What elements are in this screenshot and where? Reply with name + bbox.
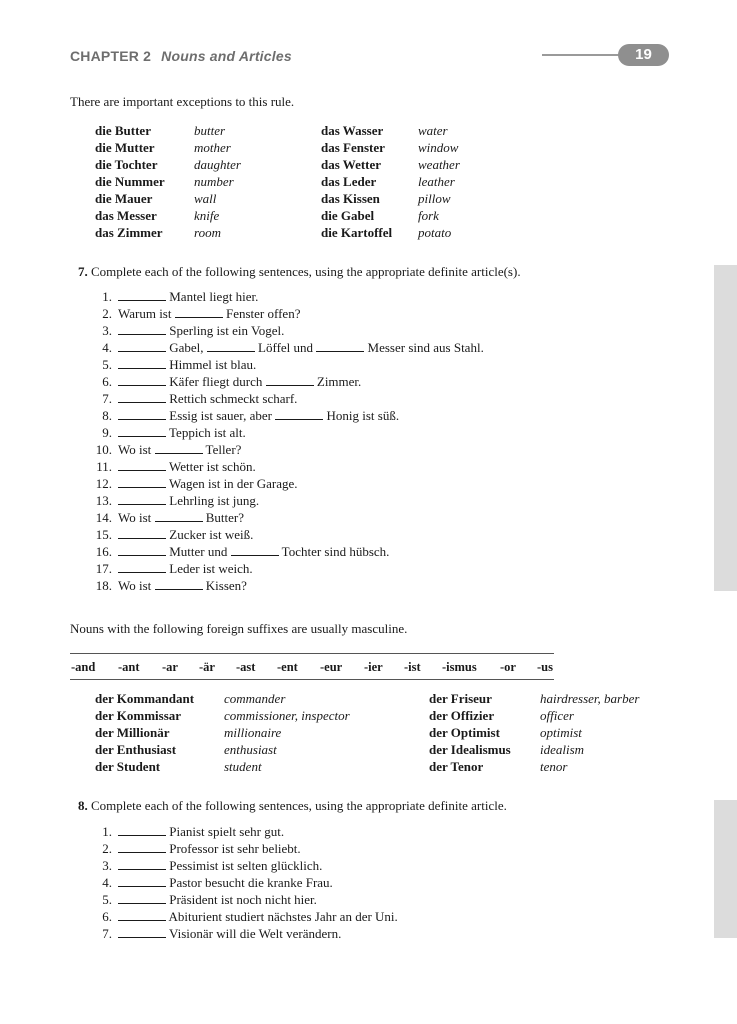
noun-english: leather [418, 174, 455, 189]
sentence-text: Professor ist sehr beliebt. [169, 841, 301, 856]
item-sentence [118, 390, 297, 407]
sentence-text: Messer sind aus Stahl. [367, 340, 484, 355]
item-sentence [118, 891, 317, 908]
noun-english: commander [224, 691, 286, 706]
sentence-text: Pessimist ist selten glücklich. [169, 858, 323, 873]
answer-blank [118, 340, 166, 352]
item-sentence [118, 509, 244, 526]
item-sentence [118, 908, 398, 925]
noun-german: das Messer [95, 208, 157, 223]
answer-blank [118, 909, 166, 921]
sentence-text: Präsident ist noch nicht hier. [169, 892, 317, 907]
exercise-number: 7. [78, 264, 88, 279]
item-number: 10. [95, 442, 112, 457]
item-number: 12. [95, 476, 112, 491]
answer-blank [118, 527, 166, 539]
chapter-label: CHAPTER 2 [70, 48, 152, 64]
page-number-badge: 19 [618, 44, 669, 66]
item-number: 4. [102, 340, 112, 355]
suffix-item: -ar [162, 660, 178, 674]
noun-german: die Butter [95, 123, 151, 138]
noun-english: pillow [418, 191, 451, 206]
sentence-text: Mantel liegt hier. [169, 289, 259, 304]
item-sentence [118, 874, 333, 891]
noun-english: enthusiast [224, 742, 277, 757]
sentence-text: Honig ist süß. [326, 408, 400, 423]
answer-blank [118, 476, 166, 488]
noun-english: idealism [540, 742, 585, 757]
item-sentence [118, 322, 284, 339]
sentence-text: Gabel, [169, 340, 204, 355]
item-number: 11. [96, 459, 112, 474]
item-sentence [118, 373, 361, 390]
noun-english: mother [194, 140, 231, 155]
noun-german: der Enthusiast [95, 742, 177, 757]
noun-english: fork [418, 208, 439, 223]
sentence-text: Tochter sind hübsch. [281, 544, 390, 559]
item-number: 18. [95, 578, 112, 593]
item-sentence [118, 458, 256, 475]
item-sentence [118, 543, 389, 560]
answer-blank [266, 374, 314, 386]
suffix-item: -ast [236, 660, 256, 674]
item-sentence [118, 441, 241, 458]
noun-german: das Kissen [321, 191, 380, 206]
item-number: 17. [95, 561, 112, 576]
noun-german: der Kommandant [95, 691, 195, 706]
noun-german: das Wetter [321, 157, 382, 172]
answer-blank [118, 926, 166, 938]
noun-german: die Mutter [95, 140, 155, 155]
noun-german: der Offizier [429, 708, 495, 723]
item-number: 5. [102, 357, 112, 372]
answer-blank [118, 289, 166, 301]
noun-english: student [224, 759, 262, 774]
sentence-text: Pianist spielt sehr gut. [169, 824, 285, 839]
item-number: 15. [95, 527, 112, 542]
sentence-text: Teller? [205, 442, 242, 457]
noun-german: die Tochter [95, 157, 158, 172]
noun-german: der Kommissar [95, 708, 182, 723]
noun-german: der Millionär [95, 725, 170, 740]
noun-german: der Optimist [429, 725, 500, 740]
sentence-text: Mutter und [169, 544, 228, 559]
answer-blank [118, 493, 166, 505]
answer-blank [316, 340, 364, 352]
item-number: 3. [102, 858, 112, 873]
noun-german: das Wasser [321, 123, 384, 138]
item-sentence [118, 560, 253, 577]
sentence-text: Teppich ist alt. [169, 425, 246, 440]
sentence-text: Visionär will die Welt verändern. [169, 926, 342, 941]
sentence-text: Käfer fliegt durch [169, 374, 263, 389]
item-sentence [118, 424, 246, 441]
answer-blank [155, 578, 203, 590]
answer-blank [175, 306, 223, 318]
answer-blank [207, 340, 255, 352]
item-number: 7. [102, 391, 112, 406]
sentence-text: Butter? [205, 510, 245, 525]
item-sentence [118, 305, 300, 322]
answer-blank [118, 357, 166, 369]
item-sentence [118, 407, 399, 424]
suffix-item: -or [500, 660, 516, 674]
item-number: 7. [102, 926, 112, 941]
sentence-text: Pastor besucht die kranke Frau. [169, 875, 333, 890]
noun-german: die Kartoffel [321, 225, 393, 240]
item-number: 1. [102, 289, 112, 304]
item-sentence [118, 925, 341, 942]
noun-english: wall [194, 191, 217, 206]
noun-english: tenor [540, 759, 568, 774]
answer-blank [155, 510, 203, 522]
item-sentence [118, 356, 256, 373]
sentence-text: Essig ist sauer, aber [169, 408, 272, 423]
sentence-text: Zucker ist weiß. [169, 527, 254, 542]
exercise-number: 8. [78, 798, 88, 813]
noun-english: weather [418, 157, 460, 172]
noun-english: potato [418, 225, 452, 240]
noun-english: millionaire [224, 725, 282, 740]
sentence-text: Kissen? [205, 578, 247, 593]
suffix-item: -ant [118, 660, 140, 674]
item-sentence [118, 339, 484, 356]
answer-blank [118, 892, 166, 904]
noun-english: optimist [540, 725, 582, 740]
noun-english: butter [194, 123, 226, 138]
item-number: 8. [102, 408, 112, 423]
item-number: 14. [95, 510, 112, 525]
intro-suffixes: Nouns with the following foreign suffixes are usually masculine. [70, 621, 408, 636]
answer-blank [118, 425, 166, 437]
noun-german: der Friseur [429, 691, 492, 706]
item-number: 2. [102, 306, 112, 321]
sentence-text: Rettich schmeckt scharf. [169, 391, 298, 406]
answer-blank [118, 544, 166, 556]
item-number: 1. [102, 824, 112, 839]
answer-blank [118, 841, 166, 853]
suffix-item: -ismus [442, 660, 477, 674]
noun-german: die Gabel [321, 208, 375, 223]
intro-exceptions: There are important exceptions to this rule. [70, 94, 295, 109]
suffix-rule-bottom [70, 679, 554, 680]
header-rule [542, 54, 622, 56]
sentence-text: Abiturient studiert nächstes Jahr an der Uni. [168, 909, 398, 924]
sentence-text: Fenster offen? [225, 306, 301, 321]
side-tab-upper [714, 265, 737, 591]
exercise-8-instruction [78, 798, 507, 814]
noun-english: number [194, 174, 234, 189]
sentence-text: Wo ist [118, 442, 152, 457]
sentence-text: Wo ist [118, 578, 152, 593]
noun-german: der Student [95, 759, 161, 774]
sentence-text: Sperling ist ein Vogel. [169, 323, 285, 338]
item-sentence [118, 823, 284, 840]
item-sentence [118, 840, 301, 857]
item-number: 6. [102, 909, 112, 924]
sentence-text: Löffel und [258, 340, 314, 355]
noun-english: daughter [194, 157, 241, 172]
item-sentence [118, 492, 259, 509]
noun-german: der Idealismus [429, 742, 511, 757]
noun-english: window [418, 140, 459, 155]
item-number: 6. [102, 374, 112, 389]
noun-german: das Leder [321, 174, 377, 189]
item-sentence [118, 857, 322, 874]
item-number: 3. [102, 323, 112, 338]
answer-blank [118, 408, 166, 420]
answer-blank [118, 459, 166, 471]
suffix-item: -and [71, 660, 96, 674]
item-sentence [118, 577, 247, 594]
suffix-item: -us [537, 660, 553, 674]
noun-english: officer [540, 708, 574, 723]
sentence-text: Wo ist [118, 510, 152, 525]
noun-english: water [418, 123, 448, 138]
sentence-text: Wagen ist in der Garage. [169, 476, 298, 491]
suffix-item: -är [199, 660, 215, 674]
answer-blank [118, 875, 166, 887]
noun-english: commissioner, inspector [224, 708, 350, 723]
sentence-text: Himmel ist blau. [169, 357, 257, 372]
answer-blank [155, 442, 203, 454]
item-sentence [118, 475, 298, 492]
answer-blank [118, 323, 166, 335]
noun-german: das Fenster [321, 140, 385, 155]
instruction-text: Complete each of the following sentences, using the appropriate definite article. [91, 798, 507, 813]
noun-german: die Mauer [95, 191, 153, 206]
noun-english: knife [194, 208, 220, 223]
noun-german: die Nummer [95, 174, 165, 189]
sentence-text: Zimmer. [316, 374, 362, 389]
noun-german: das Zimmer [95, 225, 163, 240]
chapter-header [70, 48, 292, 64]
item-sentence [118, 288, 258, 305]
sentence-text: Warum ist [118, 306, 172, 321]
side-tab-lower [714, 800, 737, 938]
sentence-text: Leder ist weich. [169, 561, 253, 576]
item-number: 2. [102, 841, 112, 856]
suffix-item: -eur [320, 660, 343, 674]
suffix-rule-top [70, 653, 554, 654]
item-number: 16. [95, 544, 112, 559]
exercise-7-instruction [78, 264, 521, 280]
item-sentence [118, 526, 253, 543]
item-number: 4. [102, 875, 112, 890]
item-number: 9. [102, 425, 112, 440]
answer-blank [118, 561, 166, 573]
answer-blank [275, 408, 323, 420]
noun-english: room [194, 225, 221, 240]
chapter-title: Nouns and Articles [161, 48, 292, 64]
answer-blank [118, 858, 166, 870]
sentence-text: Lehrling ist jung. [169, 493, 260, 508]
answer-blank [118, 824, 166, 836]
answer-blank [118, 374, 166, 386]
answer-blank [118, 391, 166, 403]
item-number: 13. [95, 493, 112, 508]
item-number: 5. [102, 892, 112, 907]
noun-english: hairdresser, barber [540, 691, 640, 706]
instruction-text: Complete each of the following sentences, using the appropriate definite article(s). [91, 264, 521, 279]
answer-blank [231, 544, 279, 556]
noun-german: der Tenor [429, 759, 484, 774]
sentence-text: Wetter ist schön. [169, 459, 256, 474]
suffix-item: -ier [364, 660, 383, 674]
suffix-item: -ent [277, 660, 298, 674]
suffix-item: -ist [404, 660, 421, 674]
